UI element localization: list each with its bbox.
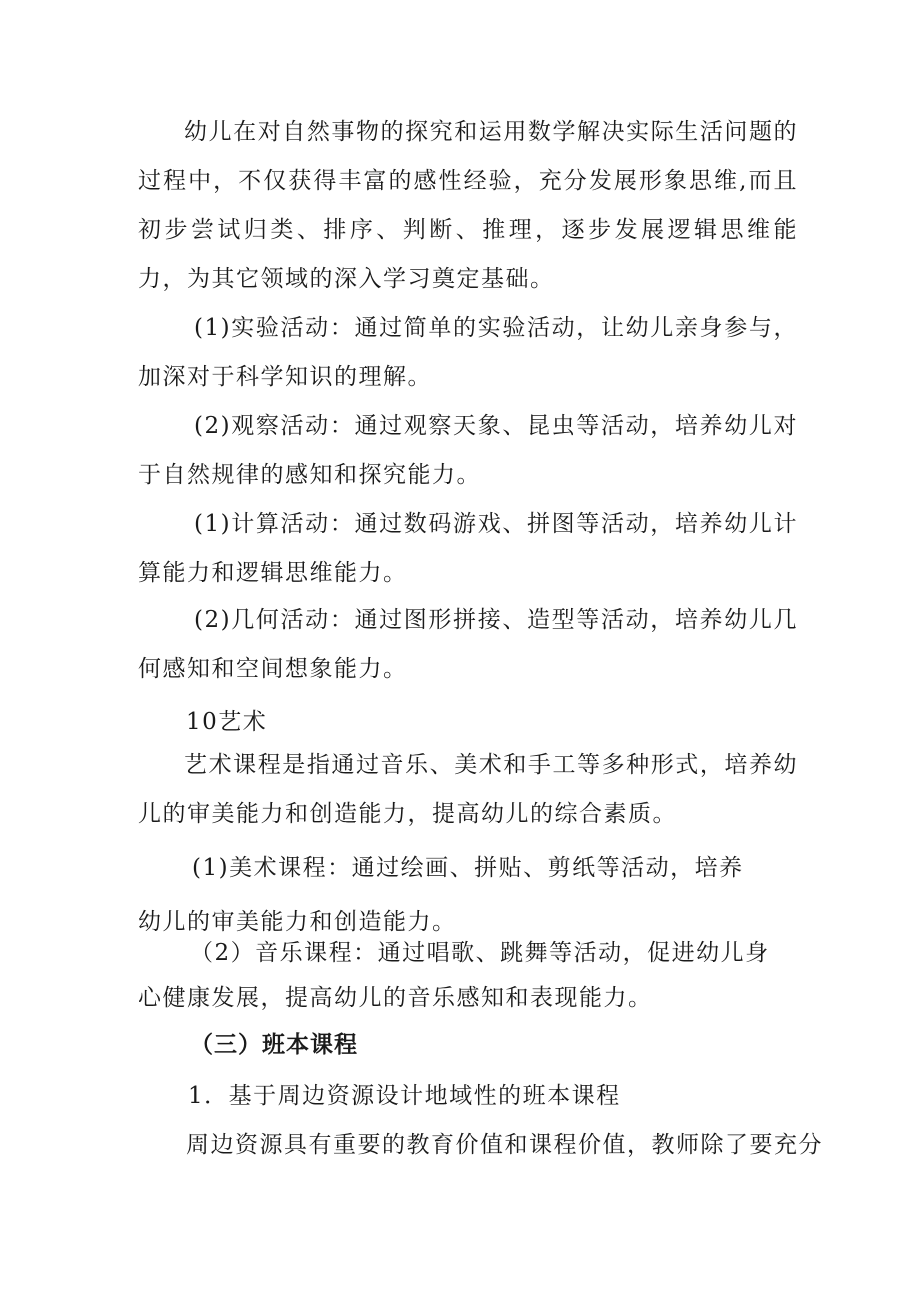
paragraph-observation-activity: (2)观察活动：通过观察天象、昆虫等活动，培养幼儿对于自然规律的感知和探究能力。 [138, 413, 798, 488]
section-title-art: 10艺术 [186, 709, 268, 735]
paragraph-fine-art-line1: (1)美术课程：通过绘画、拼贴、剪纸等活动，培养 [192, 855, 744, 881]
paragraph-fine-art-line2: 幼儿的审美能力和创造能力。 [138, 909, 457, 935]
paragraph-intro: 幼儿在对自然事物的探究和运用数学解决实际生活问题的过程中，不仅获得丰富的感性经验，充分发展形象思维,而且初步尝试归类、排序、判断、推理，逐步发展逻辑思维能力，为其它领域的深入学习奠定基础。 [138, 119, 798, 292]
paragraph-art-intro: 艺术课程是指通过音乐、美术和手工等多种形式，培养幼儿的审美能力和创造能力，提高幼儿的综合素质。 [138, 752, 798, 827]
paragraph-music-line1: （2）音乐课程：通过唱歌、跳舞等活动，促进幼儿身 [190, 940, 770, 966]
subheading-local-resources: 1．基于周边资源设计地域性的班本课程 [188, 1083, 621, 1109]
paragraph-music-line2: 心健康发展，提高幼儿的音乐感知和表现能力。 [138, 985, 653, 1011]
paragraph-local-resources: 周边资源具有重要的教育价值和课程价值，教师除了要充分 [186, 1132, 823, 1158]
paragraph-experiment-activity: (1)实验活动：通过简单的实验活动，让幼儿亲身参与，加深对于科学知识的理解。 [138, 315, 798, 390]
section-heading-class-curriculum: （三）班本课程 [190, 1032, 358, 1058]
paragraph-calculation-activity: (1)计算活动：通过数码游戏、拼图等活动，培养幼儿计算能力和逻辑思维能力。 [138, 511, 798, 586]
paragraph-geometry-activity: (2)几何活动：通过图形拼接、造型等活动，培养幼儿几何感知和空间想象能力。 [138, 607, 798, 682]
